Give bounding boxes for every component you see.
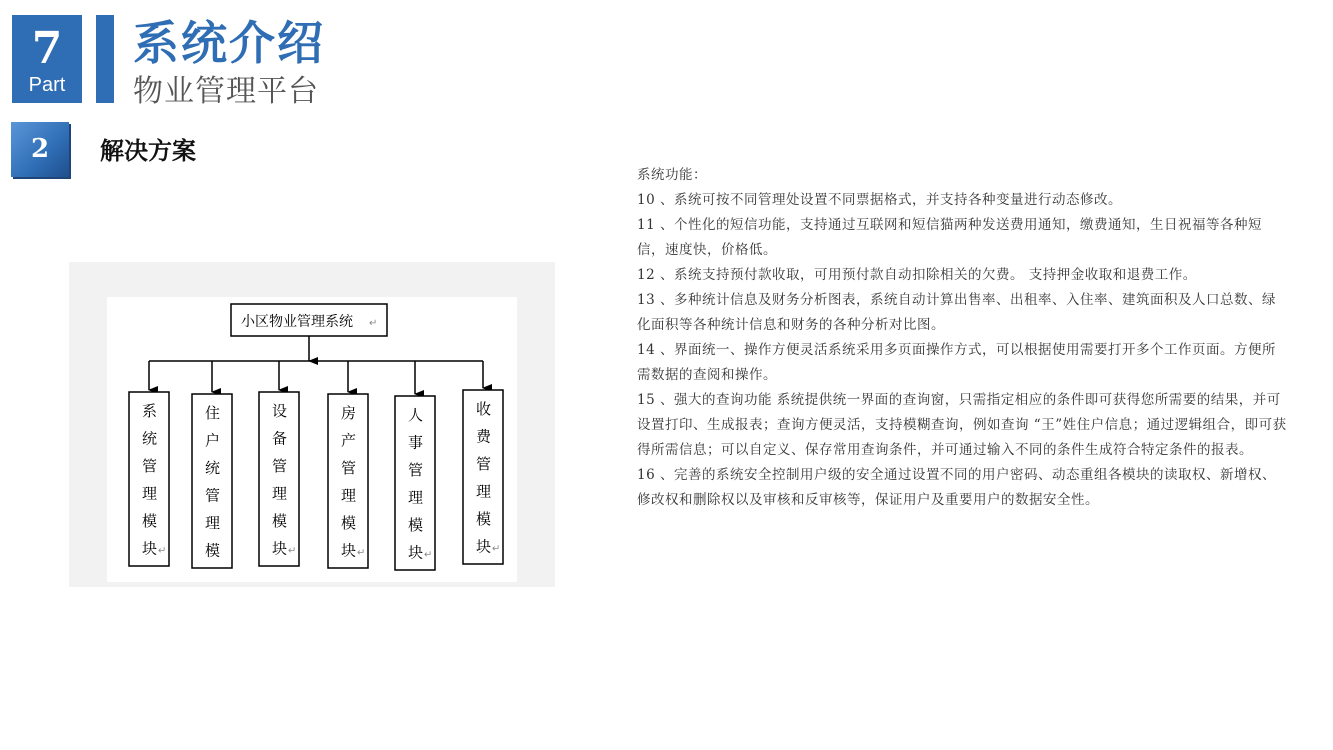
page-subtitle: 物业管理平台	[133, 74, 319, 109]
content-paragraph: 16 、完善的系统安全控制用户级的安全通过设置不同的用户密码、动态重组各模块的读取权、新增权、修改权和删除权以及审核和反审核等，保证用户及重要用户的数据安全性。	[637, 467, 1276, 508]
module-label-char: 设	[272, 402, 288, 420]
content-paragraph: 13 、多种统计信息及财务分析图表，系统自动计算出售率、出租率、入住率、建筑面积及人口总数、绿化面积等各种统计信息和财务的各种分析对比图。	[637, 292, 1276, 333]
content-paragraph: 11 、个性化的短信功能，支持通过互联网和短信猫两种发送费用通知，缴费通知，生日祝福等各种短信，速度快，价格低。	[637, 217, 1262, 258]
org-diagram-svg	[69, 262, 555, 587]
module-label-char: 模	[476, 510, 492, 528]
module-label-char: 块	[476, 537, 492, 556]
module-return-mark: ↵	[158, 545, 167, 557]
part-number: 7	[31, 23, 63, 74]
module-label-char: 块	[142, 539, 158, 558]
section-title: 解决方案	[100, 136, 196, 165]
module-label-char: 模	[341, 514, 357, 532]
content-paragraph: 15 、强大的查询功能 系统提供统一界面的查询窗，只需指定相应的条件即可获得您所需要的结果，并可设置打印、生成报表；查询方便灵活，支持模糊查询，例如查询 “王”姓住户信息；通过逻辑组合，即可获得所需信息；可以自定义、保存常用查询条件，并可通过输入不同的条件生成符合特定条件的报表。	[637, 392, 1287, 458]
module-return-mark: ↵	[492, 543, 501, 555]
part-label: Part	[28, 74, 66, 96]
module-label-char: 系	[142, 402, 158, 420]
page-title: 系统介绍	[133, 16, 325, 70]
module-label-char: 产	[341, 431, 357, 450]
content-heading: 系统功能：	[637, 167, 707, 183]
module-label-char: 块	[341, 541, 357, 560]
module-label-char: 理	[341, 486, 357, 505]
org-diagram	[69, 262, 555, 587]
module-label-char: 模	[272, 512, 288, 530]
module-return-mark: ↵	[357, 547, 366, 559]
module-label-char: 费	[476, 427, 492, 446]
module-label-char: 收	[476, 400, 492, 418]
content-paragraph: 10 、系统可按不同管理处设置不同票据格式，并支持各种变量进行动态修改。	[637, 192, 1122, 208]
module-label-char: 房	[341, 404, 357, 422]
module-label-char: 模	[205, 541, 221, 560]
module-label-char: 管	[205, 486, 221, 505]
module-return-mark: ↵	[288, 545, 297, 557]
module-label-char: 管	[408, 461, 424, 479]
module-label-char: 人	[408, 406, 424, 424]
module-label-char: 模	[142, 512, 158, 530]
root-node-label: 小区物业管理系统	[241, 314, 353, 330]
content-paragraph: 14 、界面统一、操作方便灵活系统采用多页面操作方式，可以根据使用需要打开多个工作页面。方便所需数据的查阅和操作。	[637, 342, 1276, 383]
module-label-char: 理	[476, 482, 492, 501]
module-label-char: 管	[476, 455, 492, 473]
section-number-badge: 2	[11, 122, 69, 177]
module-label-char: 统	[142, 429, 158, 448]
module-label-char: 备	[272, 429, 288, 448]
feature-description	[637, 163, 1287, 513]
module-label-char: 管	[341, 459, 357, 477]
module-label-char: 住	[205, 404, 221, 422]
module-label-char: 户	[205, 431, 221, 450]
module-label-char: 模	[408, 516, 424, 534]
module-label-char: 理	[205, 514, 221, 532]
module-label-char: 管	[142, 457, 158, 475]
module-label-char: 管	[272, 457, 288, 475]
module-return-mark: ↵	[424, 549, 433, 561]
content-paragraph: 12 、系统支持预付款收取，可用预付款自动扣除相关的欠费。 支持押金收取和退费工作。	[637, 267, 1197, 283]
module-label-char: 理	[142, 484, 158, 503]
module-label-char: 理	[408, 488, 424, 507]
part-badge	[12, 15, 82, 103]
module-label-char: 统	[205, 459, 221, 477]
module-label-char: 块	[408, 543, 424, 562]
title-accent-bar	[96, 15, 114, 103]
module-label-char: 块	[272, 539, 288, 558]
module-label-char: 理	[272, 484, 288, 503]
root-return-mark: ↵	[369, 318, 378, 329]
module-label-char: 事	[408, 433, 424, 452]
